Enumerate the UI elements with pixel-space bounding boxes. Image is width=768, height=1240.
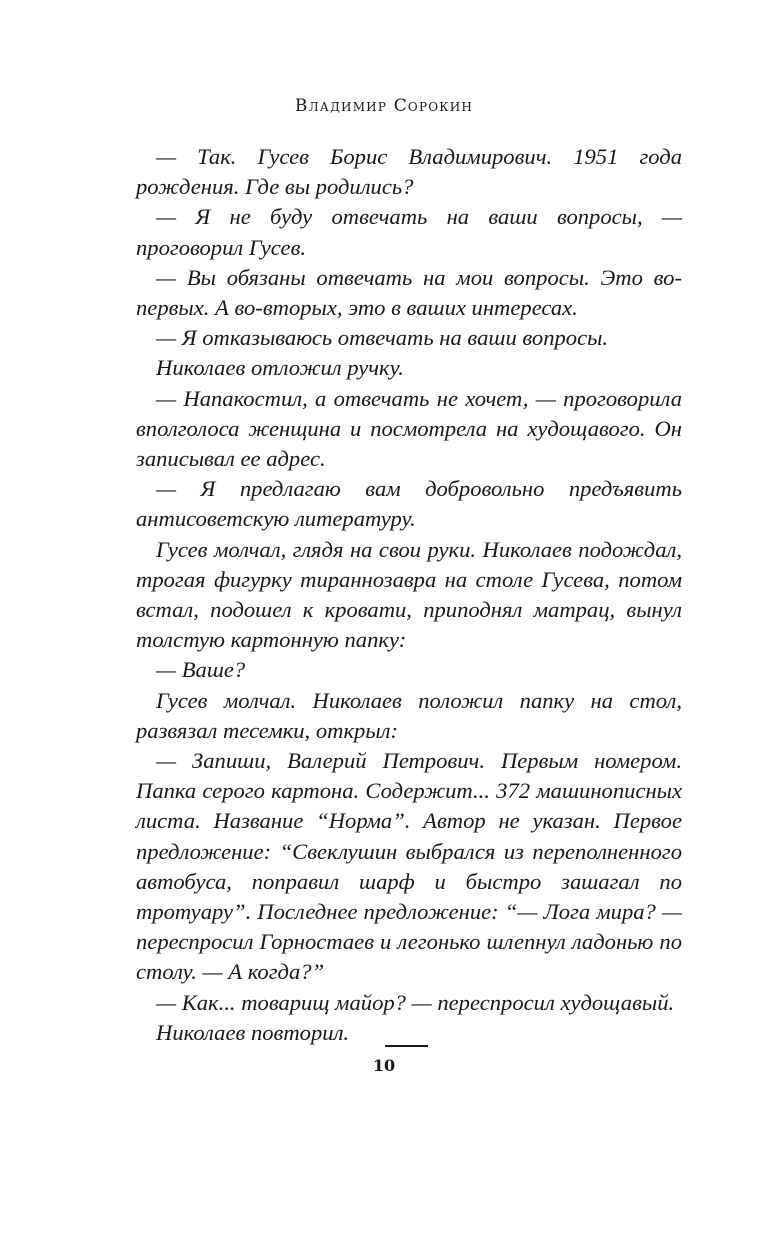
paragraph: — Напакостил, а отвечать не хочет, — проговорила вполголоса женщина и посмотрела на худощавого. Он записывал ее адрес. (136, 385, 682, 472)
paragraph: — Как... товарищ майор? — переспросил худощавый. (156, 989, 675, 1015)
paragraph: — Я не буду отвечать на ваши вопросы, — проговорил Гусев. (136, 204, 682, 260)
paragraph: Гусев молчал. Николаев положил папку на стол, развязал тесемки, открыл: (136, 687, 682, 743)
paragraph: — Вы обязаны отвечать на мои вопросы. Это во-первых. А во-вторых, это в ваших интересах. (136, 264, 682, 321)
page-number: 10 (372, 1056, 396, 1075)
paragraph: — Запиши, Валерий Петрович. Первым номером. Папка серого картона. Содержит... 372 машинописных листа. Название “Норма”. Автор не указан. Первое предложение: “Свеклушин выбрался из переполненного автобуса, поправил шарф и быстро зашагал по тротуару”. Последнее предложение: “— Лога мира? — переспросил Горностаев и легонько шлепнул ладонью по столу. — А когда?” (136, 748, 682, 985)
paragraph: Николаев отложил ручку. (156, 355, 404, 381)
paragraph: — Так. Гусев Борис Владимирович. 1951 года рождения. Где вы родились? (136, 144, 682, 200)
running-head: Владимир Сорокин (294, 96, 474, 116)
body-text (136, 142, 682, 1048)
paragraph: — Я отказываюсь отвечать на ваши вопросы. (156, 325, 609, 351)
paragraph: Гусев молчал, глядя на свои руки. Николаев подождал, трогая фигурку тираннозавра на столе Гусева, потом встал, подошел к кровати, приподнял матрац, вынул толстую картонную папку: (136, 536, 682, 653)
paragraph: — Ваше? (156, 657, 246, 683)
paragraph: — Я предлагаю вам добровольно предъявить антисоветскую литературу. (136, 476, 682, 532)
footer-rule (385, 1045, 428, 1047)
paragraph: Николаев повторил. (156, 1019, 350, 1045)
